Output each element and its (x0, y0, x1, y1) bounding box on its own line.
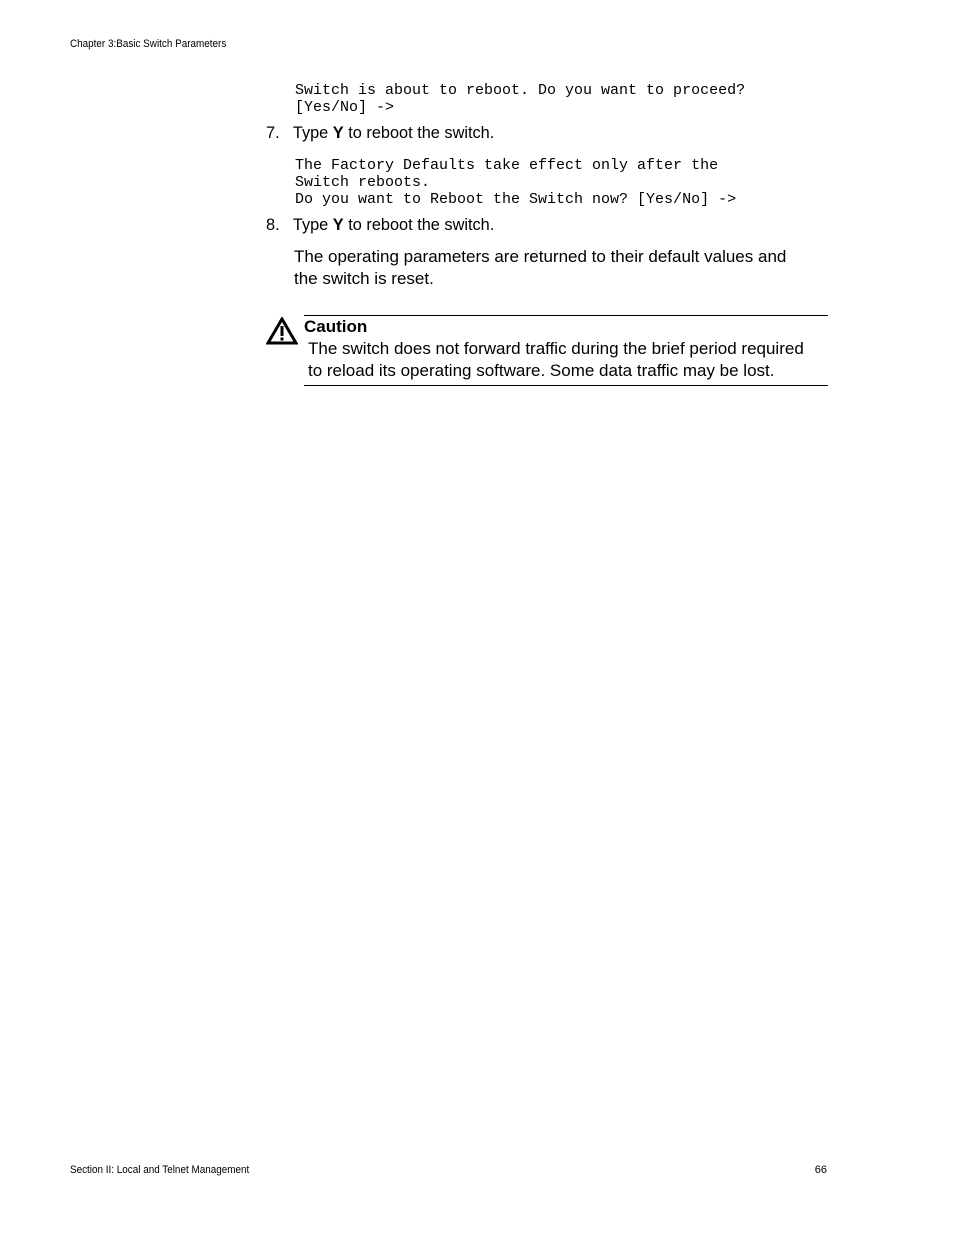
caution-top-rule (304, 315, 828, 316)
running-header: Chapter 3:Basic Switch Parameters (70, 38, 227, 50)
step-key: Y (332, 215, 344, 234)
step-text-prefix: Type (292, 215, 333, 234)
step-7 (266, 123, 494, 143)
result-paragraph (294, 246, 814, 290)
step-key: Y (332, 123, 344, 142)
code-line: Switch reboots. (295, 174, 431, 191)
code-block-factory-defaults (295, 157, 736, 208)
step-text-suffix: to reboot the switch. (343, 123, 495, 142)
step-number: 8. (266, 215, 280, 234)
code-line: Switch is about to reboot. Do you want to proceed? (295, 82, 746, 99)
step-number: 7. (266, 123, 280, 142)
code-line: Do you want to Reboot the Switch now? [Yes/No] -> (295, 191, 737, 208)
paragraph-line: The operating parameters are returned to their default values and (294, 247, 787, 266)
footer-page-number: 66 (814, 1164, 827, 1176)
caution-line: The switch does not forward traffic during the brief period required (308, 339, 804, 358)
code-block-reboot-prompt (295, 82, 745, 116)
footer-section: Section II: Local and Telnet Management (70, 1164, 250, 1176)
caution-line: to reload its operating software. Some data traffic may be lost. (308, 361, 775, 380)
step-8 (266, 215, 494, 235)
caution-body (308, 338, 804, 382)
code-line: [Yes/No] -> (295, 99, 395, 116)
warning-triangle-icon (266, 317, 298, 345)
step-text-suffix: to reboot the switch. (343, 215, 495, 234)
step-text-prefix: Type (292, 123, 333, 142)
caution-bottom-rule (304, 385, 828, 386)
caution-title: Caution (304, 317, 368, 336)
paragraph-line: the switch is reset. (294, 269, 434, 288)
code-line: The Factory Defaults take effect only after the (295, 157, 719, 174)
